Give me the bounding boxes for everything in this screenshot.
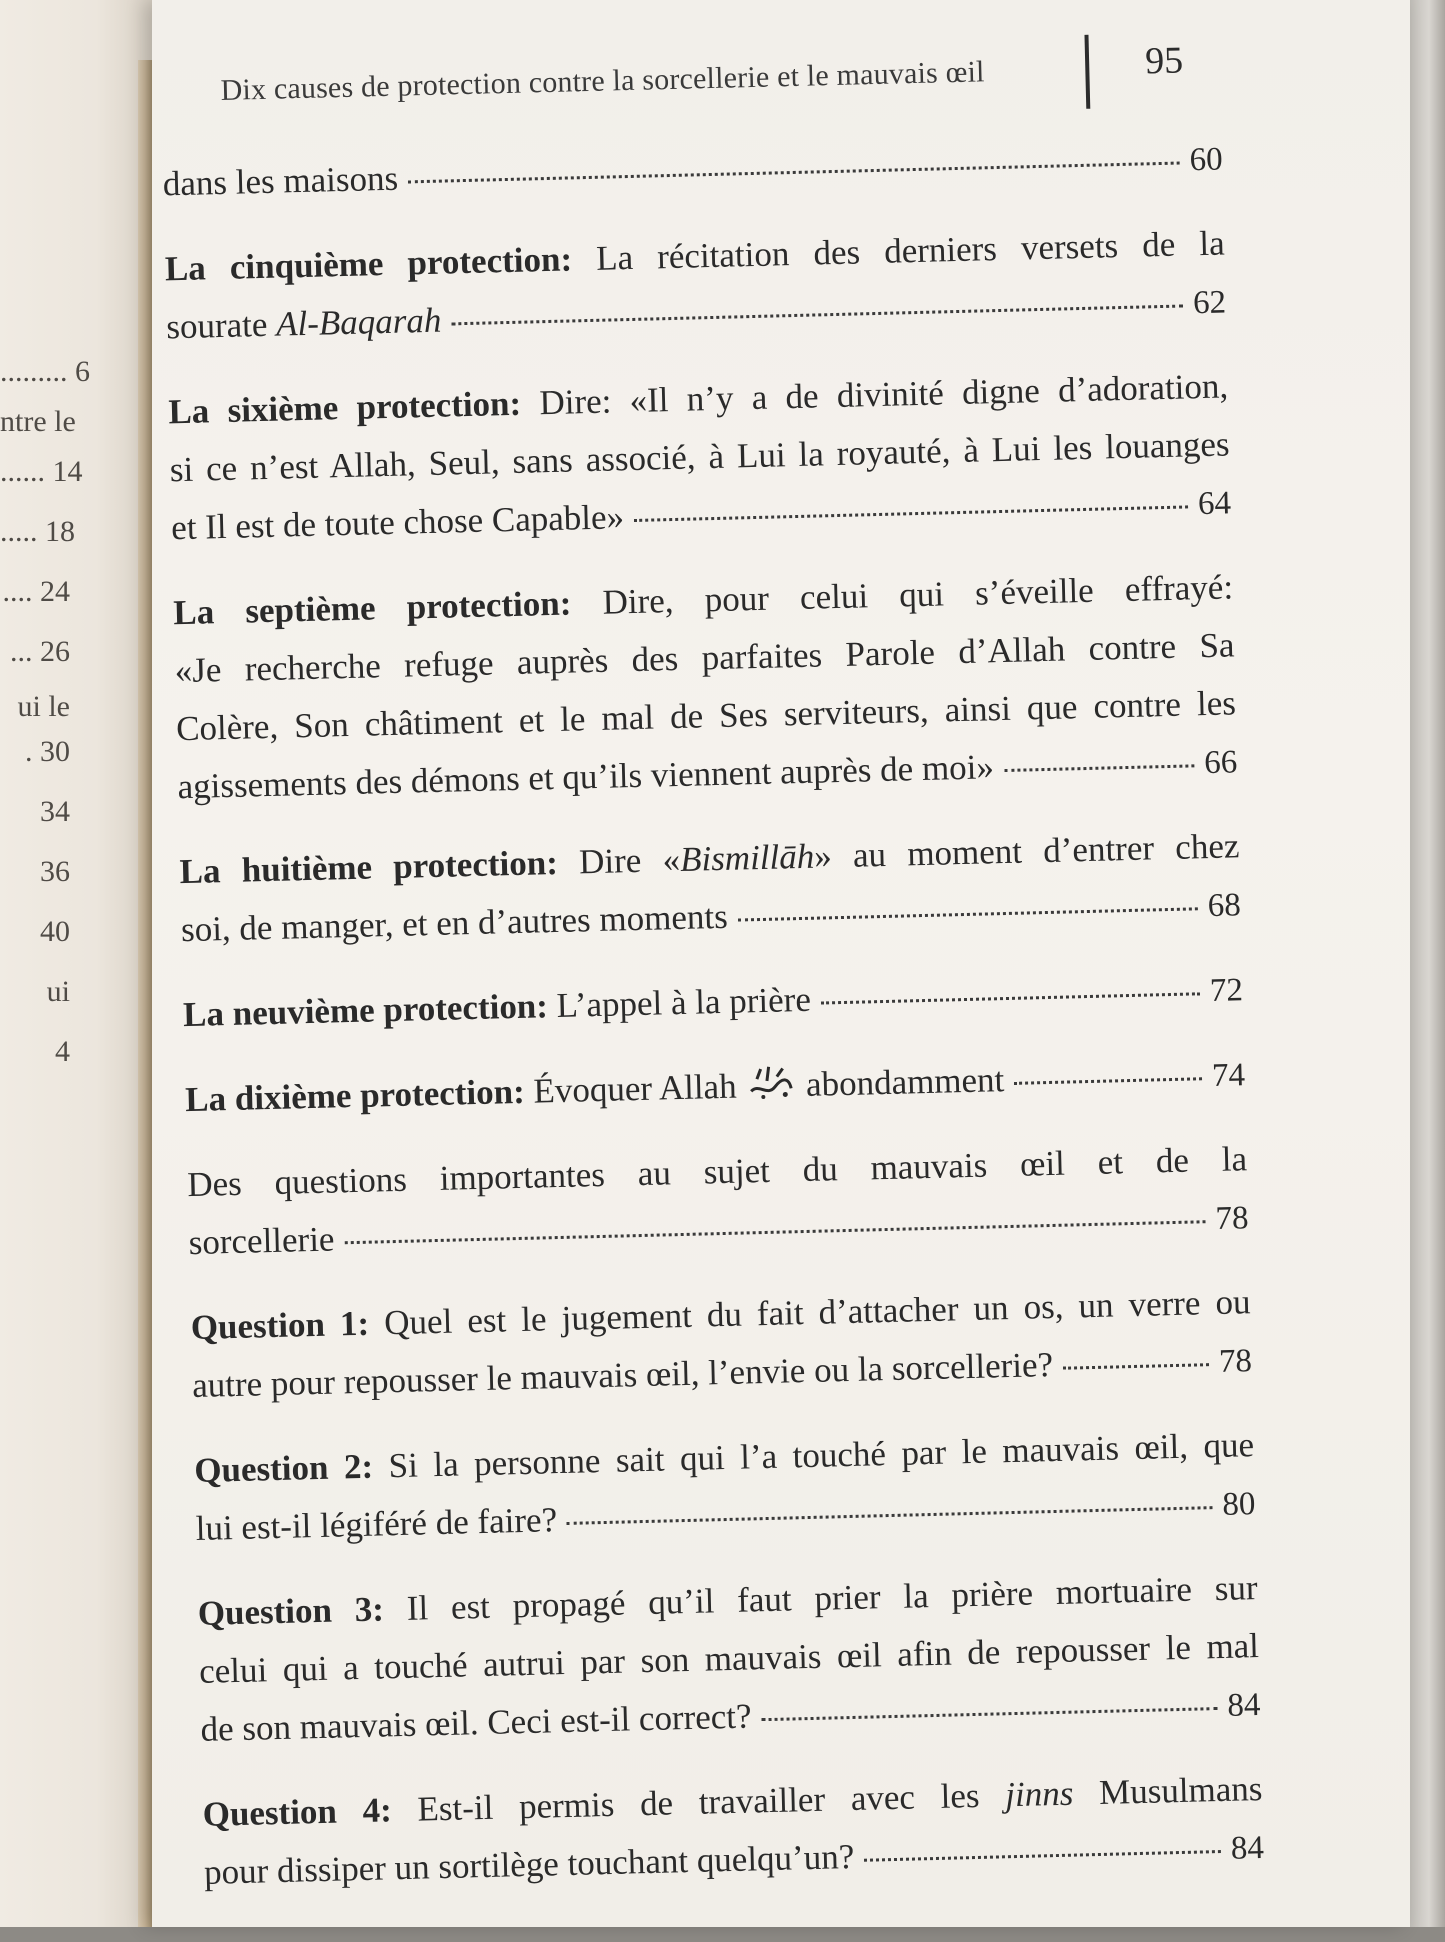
toc-page-number: 84: [1230, 1829, 1265, 1867]
toc-entry-text: agissements des démons et qu’ils viennent auprès de moi»: [177, 747, 995, 807]
toc-page-number: 80: [1221, 1486, 1256, 1523]
left-fragment: ......... 6: [0, 355, 90, 388]
toc-page-number: 62: [1192, 284, 1227, 322]
left-fragment: ui: [46, 975, 70, 1008]
toc-entry-label: Question 1:: [190, 1303, 370, 1348]
toc-entry-text: Musulmans: [1072, 1769, 1263, 1813]
toc-entry-label: Question 3:: [197, 1589, 385, 1633]
dot-leader: [408, 162, 1180, 184]
toc-entry-text: La récitation des derniers versets de la: [595, 223, 1226, 278]
toc-entry-text: autre pour repousser le mauvais œil, l’envie ou la sorcellerie?: [191, 1344, 1054, 1406]
table-of-contents: [162, 126, 1420, 1929]
toc-entry-text: lui est-il légiféré de faire?: [195, 1500, 558, 1548]
toc-entry-text: celui qui a touché autrui par son mauvais œil afin de repousser le mal: [198, 1626, 1260, 1691]
toc-entry-text: Dire, pour celui qui s’éveille effrayé:: [602, 567, 1234, 622]
book-spine-edge: [138, 60, 152, 1927]
left-fragment: 4: [55, 1035, 70, 1068]
dot-leader: [634, 505, 1188, 522]
page-content: [159, 0, 1421, 1942]
dot-leader: [762, 1707, 1218, 1721]
header-rule: [1084, 35, 1090, 109]
left-fragment: ..... 18: [0, 515, 75, 548]
toc-page-number: 60: [1189, 141, 1224, 179]
toc-entry-italic: Al-Baqarah: [275, 300, 442, 344]
toc-entry-text: Dire «: [578, 839, 681, 882]
toc-entry-text: de son mauvais œil. Ceci est-il correct?: [200, 1696, 752, 1749]
left-fragment: 34: [40, 795, 70, 828]
page-header: [200, 36, 1281, 132]
toc-entry-text: sourate: [165, 304, 277, 347]
toc-entry-text: Si la personne sait qui l’a touché par le mauvais œil, que: [388, 1425, 1255, 1486]
toc-entry-text: Est-il permis de travailler avec les: [417, 1775, 1006, 1829]
toc-entry: [162, 126, 1378, 215]
toc-entry: [187, 1126, 1404, 1273]
toc-entry-text: si ce n’est Allah, Seul, sans associé, à Lui la royauté, à Lui les louanges: [169, 424, 1230, 490]
toc-entry-italic: Bismillāh: [679, 836, 815, 879]
toc-entry: [179, 814, 1396, 961]
dot-leader: [567, 1506, 1212, 1525]
toc-entry-italic: jinns: [1004, 1773, 1074, 1815]
toc-entry: [185, 1041, 1401, 1130]
toc-entry-text: Colère, Son châtiment et le mal de Ses serviteurs, ainsi que contre les: [175, 683, 1237, 749]
left-fragment: . 30: [25, 735, 70, 768]
page-number: 95: [1144, 39, 1184, 83]
toc-entry: [190, 1269, 1407, 1416]
dot-leader: [821, 992, 1200, 1004]
dot-leader: [738, 907, 1198, 921]
toc-page-number: 66: [1203, 744, 1238, 782]
left-fragment: ...... 14: [0, 455, 83, 488]
toc-entry-text: Des questions importantes au sujet du mauvais œil et de la: [186, 1139, 1248, 1205]
toc-page-number: 84: [1226, 1687, 1261, 1724]
toc-entry: [164, 211, 1381, 358]
dot-leader: [451, 304, 1183, 325]
toc-page-number: 74: [1211, 1057, 1246, 1095]
toc-page-number: 64: [1197, 485, 1232, 523]
dot-leader: [1004, 764, 1195, 772]
toc-entry-text: Il est propagé qu’il faut prier la prière mortuaire sur: [406, 1568, 1258, 1628]
toc-entry-text: » au moment d’entrer chez: [813, 826, 1240, 876]
toc-entry: [194, 1412, 1411, 1559]
toc-entry-text: sorcellerie: [188, 1219, 335, 1263]
toc-entry-text: et Il est de toute chose Capable»: [170, 497, 625, 548]
left-fragment: 40: [40, 915, 70, 948]
toc-page-number: 78: [1218, 1343, 1253, 1380]
running-title: Dix causes de protection contre la sorcellerie et le mauvais œil: [220, 55, 985, 107]
toc-entry-text: pour dissiper un sortilège touchant quelqu’un?: [203, 1836, 855, 1892]
toc-entry-label: La huitième protection:: [179, 842, 559, 892]
toc-entry-text: dans les maisons: [162, 158, 399, 204]
toc-entry-text: L’appel à la prière: [556, 979, 812, 1026]
toc-entry-text: Évoquer Allah: [532, 1066, 738, 1111]
toc-entry: [182, 956, 1398, 1045]
dot-leader: [1014, 1077, 1202, 1085]
toc-entry-text: Quel est le jugement du fait d’attacher un os, un verre ou: [383, 1282, 1251, 1343]
toc-entry-label: La cinquième protection:: [164, 239, 573, 289]
dot-leader: [344, 1220, 1205, 1244]
left-fragment: 36: [40, 855, 70, 888]
left-fragment: ui le: [17, 690, 70, 723]
toc-entry-label: La dixième protection:: [184, 1071, 526, 1120]
left-fragment: ... 26: [10, 635, 70, 668]
right-page: [152, 0, 1410, 1927]
toc-entry-text: «Je recherche refuge auprès des parfaites Parole d’Allah contre Sa: [174, 625, 1235, 691]
dot-leader: [1063, 1363, 1209, 1370]
toc-entry-text: Dire: «Il n’y a de divinité digne d’adoration,: [538, 366, 1229, 423]
left-fragment: .... 24: [2, 575, 70, 608]
toc-entry-text: abondamment: [805, 1060, 1005, 1104]
toc-page-number: 78: [1215, 1200, 1249, 1237]
dot-leader: [864, 1850, 1221, 1862]
toc-entry-label: Question 4:: [202, 1790, 393, 1834]
toc-entry-label: La neuvième protection:: [182, 986, 549, 1035]
arabic-honorific-icon: [745, 1062, 798, 1103]
toc-entry-label: La sixième protection:: [167, 383, 522, 432]
left-fragment: ntre le: [0, 405, 76, 438]
toc-entry-label: La septième protection:: [172, 583, 572, 633]
toc-page-number: 68: [1207, 887, 1242, 925]
toc-entry-label: Question 2:: [193, 1446, 374, 1490]
toc-entry: [202, 1756, 1419, 1903]
toc-entry: [173, 555, 1393, 818]
toc-entry: [197, 1555, 1416, 1760]
toc-page-number: 72: [1209, 972, 1244, 1010]
toc-entry-text: soi, de manger, et en d’autres moments: [180, 896, 729, 950]
toc-entry: [168, 354, 1387, 559]
